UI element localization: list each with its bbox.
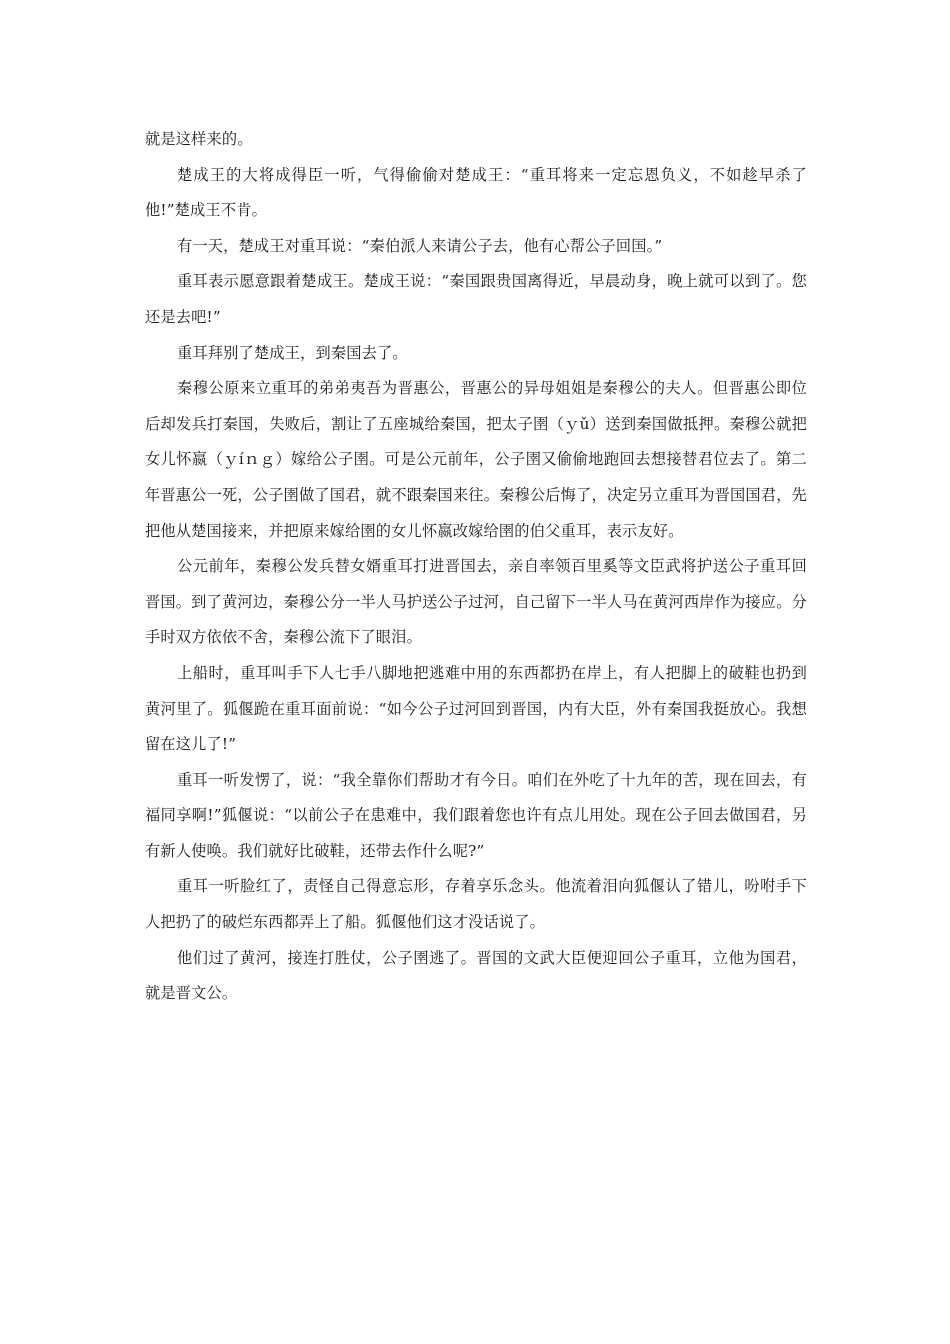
- paragraph: 秦穆公原来立重耳的弟弟夷吾为晋惠公，晋惠公的异母姐姐是秦穆公的夫人。但晋惠公即位后却发兵打秦国，失败后，割让了五座城给秦国，把太子圉（ｙǔ）送到秦国做抵押。秦穆公就把女儿怀嬴（ｙíｎｇ）嫁给公子圉。可是公元前年，公子圉又偷偷地跑回去想接替君位去了。第二年晋惠公一死，公子圉做了国君，就不跟秦国来往。秦穆公后悔了，决定另立重耳为晋国国君，先把他从楚国接来，并把原来嫁给圉的女儿怀嬴改嫁给圉的伯父重耳，表示友好。: [145, 379, 807, 540]
- paragraph: 有一天，楚成王对重耳说：“秦伯派人来请公子去，他有心帮公子回国。”: [177, 236, 663, 255]
- paragraph: 他们过了黄河，接连打胜仗，公子圉逃了。晋国的文武大臣便迎回公子重耳，立他为国君，就是晋文公。: [145, 948, 807, 1003]
- paragraph: 楚成王的大将成得臣一听，气得偷偷对楚成王：“重耳将来一定忘恩负义，不如趁早杀了他!”楚成王不肯。: [145, 165, 807, 220]
- document-page: [145, 122, 807, 1012]
- paragraph-continuation: 就是这样来的。: [145, 130, 253, 148]
- paragraph: 重耳一听脸红了，责怪自己得意忘形，存着享乐念头。他流着泪向狐偃认了错儿，吩咐手下人把扔了的破烂东西都弄上了船。狐偃他们这才没话说了。: [145, 877, 807, 932]
- paragraph: 上船时，重耳叫手下人七手八脚地把逃难中用的东西都扔在岸上，有人把脚上的破鞋也扔到黄河里了。狐偃跪在重耳面前说：“如今公子过河回到晋国，内有大臣，外有秦国我挺放心。我想留在这儿了!”: [145, 663, 807, 754]
- paragraph: 公元前年，秦穆公发兵替女婿重耳打进晋国去，亲自率领百里奚等文臣武将护送公子重耳回晋国。到了黄河边，秦穆公分一半人马护送公子过河，自己留下一半人马在黄河西岸作为接应。分手时双方依依不舍，秦穆公流下了眼泪。: [145, 557, 807, 647]
- paragraph: 重耳拜别了楚成王，到秦国去了。: [177, 343, 408, 362]
- paragraph: 重耳一听发愣了，说：“我全靠你们帮助才有今日。咱们在外吃了十九年的苦，现在回去，有福同享啊!”狐偃说：“以前公子在患难中，我们跟着您也许有点儿用处。现在公子回去做国君，另有新人使唤。我们就好比破鞋，还带去作什么呢?”: [145, 770, 807, 860]
- paragraph: 重耳表示愿意跟着楚成王。楚成王说：“秦国跟贵国离得近，早晨动身，晚上就可以到了。您还是去吧!”: [145, 272, 807, 326]
